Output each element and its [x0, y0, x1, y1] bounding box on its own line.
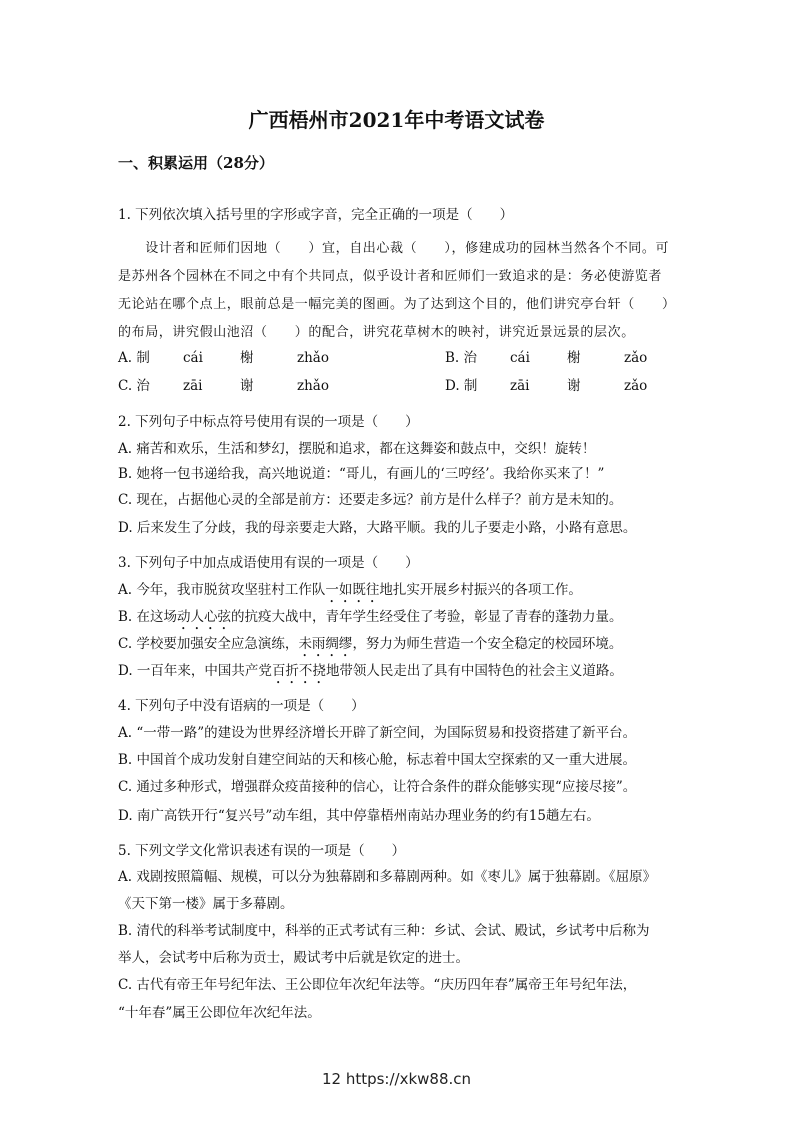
q3-option-b	[118, 608, 623, 633]
option-text: cái	[183, 350, 203, 366]
q5-line: A. 戏剧按照篇幅、规模，可以分为独幕剧和多幕剧两种。如《枣儿》属于独幕剧。《屈原》	[118, 869, 657, 885]
q5-stem: 5. 下列文学文化常识表述有误的一项是（ ）	[118, 843, 406, 859]
dotted-idiom: 一如既往	[325, 582, 380, 598]
q3-stem: 3. 下列句子中加点成语使用有误的一项是（ ）	[118, 555, 419, 571]
option-text: zāi	[183, 378, 203, 394]
option-text: C. 治	[118, 378, 150, 394]
q1-option-c	[118, 377, 329, 395]
dotted-idiom: 动人心弦	[177, 609, 232, 625]
option-text: A. 制	[118, 350, 150, 366]
q1-passage-line: 无论站在哪个点上，眼前总是一幅完美的图画。为了达到这个目的，他们讲究亭台轩（ ）	[118, 297, 676, 312]
option-text: zǎo	[624, 350, 648, 366]
option-text: ，努力为师生营造一个安全稳定的校园环境。	[352, 636, 623, 652]
q2-option-d: D. 后来发生了分歧，我的母亲要走大路，大路平顺。我的儿子要走小路，小路有意思。	[118, 520, 637, 536]
option-text: 地扎实开展乡村振兴的各项工作。	[379, 582, 582, 598]
q3-option-a	[118, 581, 582, 606]
option-text: 榭	[240, 350, 254, 366]
option-text: B. 在这场	[118, 609, 178, 625]
q1-passage-line: 的布局，讲究假山池沼（ ）的配合，讲究花草树木的映衬，讲究近景远景的层次。	[118, 325, 635, 340]
q4-stem: 4. 下列句子中没有语病的一项是（ ）	[118, 698, 365, 714]
q5-line: B. 清代的科举考试制度中，科举的正式考试有三种：乡试、会试、殿试，乡试考中后称为	[118, 923, 650, 939]
q4-option-b: B. 中国首个成功发射自建空间站的天和核心舱，标志着中国太空探索的又一重大进展。	[118, 752, 637, 768]
option-text: zhǎo	[297, 350, 329, 366]
q1-option-b	[445, 349, 647, 367]
page-title: 广西梧州市2021年中考语文试卷	[248, 108, 545, 132]
option-text: zhǎo	[297, 378, 329, 394]
option-text: 地带领人民走出了具有中国特色的社会主义道路。	[325, 663, 623, 679]
q3-option-c	[118, 635, 622, 660]
option-text: cái	[510, 350, 530, 366]
section-heading: 一、积累运用（28分）	[118, 154, 274, 172]
q5-line: C. 古代有帝王年号纪年法、王公即位年次纪年法等。“庆历四年春”属帝王年号纪年法，	[118, 977, 637, 993]
q1-option-a	[118, 349, 329, 367]
q5-line: “十年春”属王公即位年次纪年法。	[118, 1005, 321, 1021]
q3-option-d	[118, 662, 623, 687]
q5-line: 《天下第一楼》属于多幕剧。	[118, 896, 294, 912]
q2-option-a: A. 痛苦和欢乐，生活和梦幻，摆脱和追求，都在这舞姿和鼓点中，交织！旋转！	[118, 441, 596, 457]
q2-option-b: B. 她将一包书递给我，高兴地说道：“哥儿，有画儿的‘三哼经’。我给你买来了！”	[118, 466, 605, 482]
option-text: zāi	[510, 378, 530, 394]
q1-stem: 1. 下列依次填入括号里的字形或字音，完全正确的一项是（ ）	[118, 207, 514, 223]
q4-option-d: D. 南广高铁开行“复兴号”动车组，其中停靠梧州南站办理业务的约有15趟左右。	[118, 808, 600, 824]
dotted-idiom: 未雨绸缪	[298, 636, 353, 652]
q4-option-a: A. “一带一路”的建设为世界经济增长开辟了新空间，为国际贸易和投资搭建了新平台。	[118, 725, 637, 741]
dotted-idiom: 百折不挠	[271, 663, 326, 679]
option-text: C. 学校要加强安全应急演练，	[118, 636, 299, 652]
q5-line: 举人，会试考中后称为贡士，殿试考中后就是钦定的进士。	[118, 950, 469, 966]
option-text: zǎo	[624, 378, 648, 394]
q1-option-d	[445, 377, 647, 395]
q1-passage-line: 是苏州各个园林在不同之中有个共同点，似乎设计者和匠师们一致追求的是：务必使游览者	[118, 269, 663, 284]
page-footer: 12 https://xkw88.cn	[321, 1070, 472, 1088]
q2-stem: 2. 下列句子中标点符号使用有误的一项是（ ）	[118, 414, 419, 430]
q2-option-c: C. 现在，占据他心灵的全部是前方：还要走多远？前方是什么样子？前方是未知的。	[118, 492, 623, 508]
option-text: A. 今年，我市脱贫攻坚驻村工作队	[118, 582, 326, 598]
q1-passage-line: 设计者和匠师们因地（ ）宜，自出心裁（ ），修建成功的园林当然各个不同。可	[118, 241, 670, 256]
q4-option-c: C. 通过多种形式，增强群众疫苗接种的信心，让符合条件的群众能够实现“应接尽接”。	[118, 779, 637, 795]
option-text: B. 治	[445, 350, 478, 366]
option-text: D. 一百年来，中国共产党	[118, 663, 272, 679]
option-text: 谢	[240, 378, 254, 394]
option-text: 谢	[567, 378, 581, 394]
option-text: 的抗疫大战中，青年学生经受住了考验，彰显了青春的蓬勃力量。	[231, 609, 623, 625]
option-text: D. 制	[445, 378, 478, 394]
option-text: 榭	[567, 350, 581, 366]
